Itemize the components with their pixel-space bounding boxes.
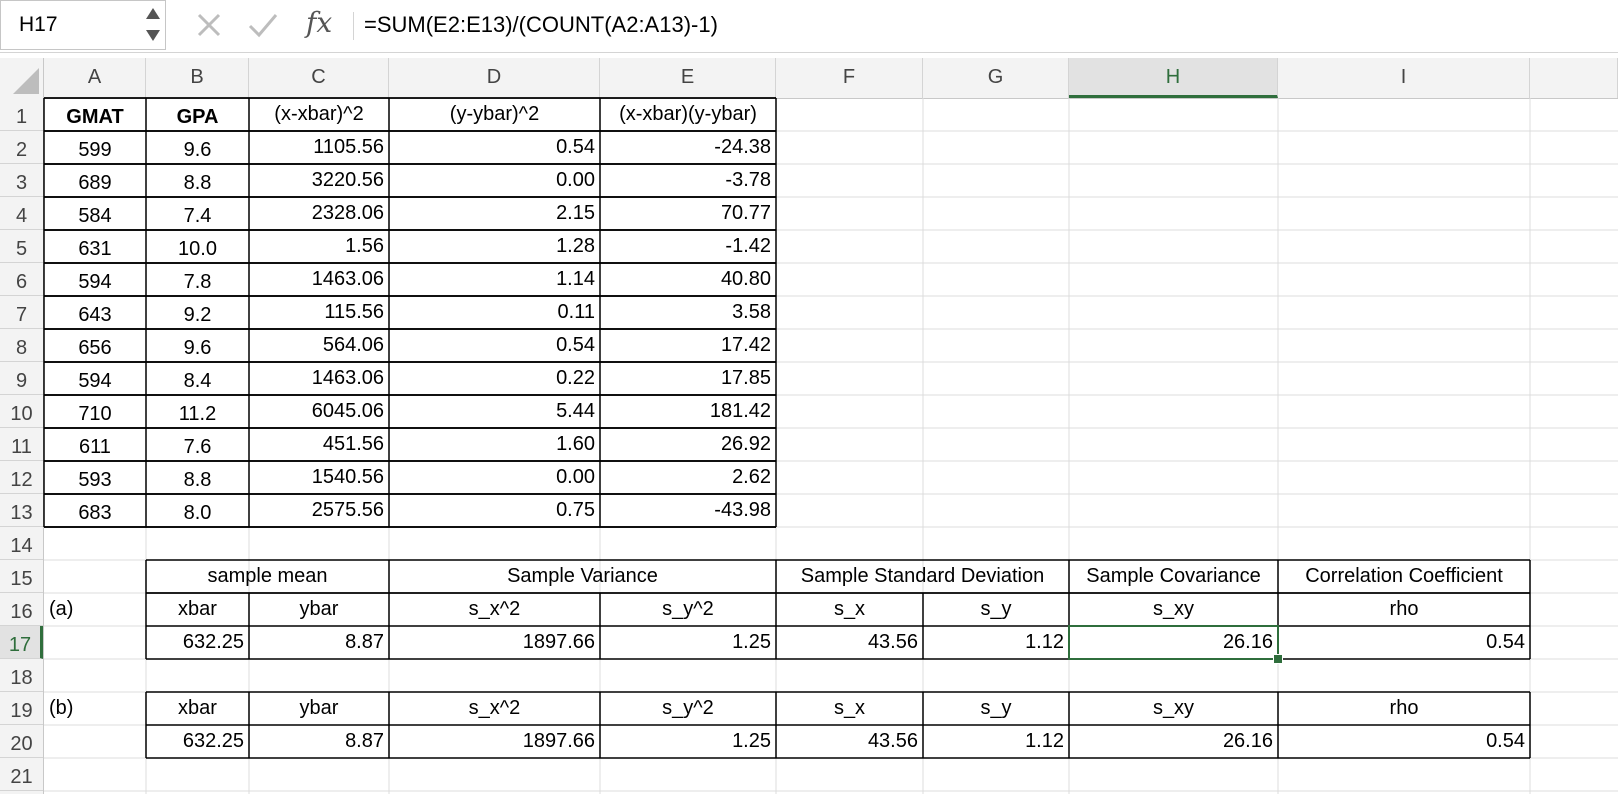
row-header-17[interactable]: 17: [0, 626, 43, 659]
row-header-16[interactable]: 16: [0, 593, 43, 626]
table-cell[interactable]: 11.2: [178, 403, 217, 425]
table-cell[interactable]: 1.60: [556, 433, 595, 455]
table-cell[interactable]: 1.56: [345, 235, 384, 257]
function-icon[interactable]: fx: [306, 6, 333, 39]
summary-label-a[interactable]: s_y: [980, 598, 1012, 620]
table-cell[interactable]: 683: [78, 502, 112, 524]
summary-value-b[interactable]: 0.54: [1486, 730, 1525, 752]
summary-value-b[interactable]: 26.16: [1222, 730, 1273, 752]
column-header-f[interactable]: F: [776, 58, 923, 98]
header-cell-d[interactable]: (y-ybar)^2: [449, 103, 540, 125]
table-cell[interactable]: 8.4: [183, 370, 212, 392]
summary-label-b[interactable]: ybar: [299, 697, 339, 719]
table-cell[interactable]: 70.77: [720, 202, 771, 224]
column-header-d[interactable]: D: [389, 58, 600, 98]
name-box-value: H17: [19, 13, 58, 36]
table-cell[interactable]: -24.38: [714, 136, 771, 158]
summary-label-b[interactable]: rho: [1389, 697, 1419, 719]
row-header-20[interactable]: 20: [0, 725, 43, 758]
table-cell[interactable]: 0.22: [556, 367, 595, 389]
section-label-b[interactable]: (b): [49, 697, 74, 719]
table-cell[interactable]: 656: [78, 337, 112, 359]
table-cell[interactable]: 6045.06: [311, 400, 384, 422]
column-header-e[interactable]: E: [600, 58, 776, 98]
table-cell[interactable]: 8.0: [183, 502, 212, 524]
table-cell[interactable]: 451.56: [322, 433, 384, 455]
table-cell[interactable]: 0.54: [556, 334, 595, 356]
summary-label-a[interactable]: rho: [1389, 598, 1419, 620]
column-header-i[interactable]: I: [1278, 58, 1530, 98]
row-header-4[interactable]: 4: [0, 197, 43, 230]
row-header-5[interactable]: 5: [0, 230, 43, 263]
table-cell[interactable]: 7.4: [183, 205, 212, 227]
summary-value-b[interactable]: 43.56: [867, 730, 918, 752]
table-cell[interactable]: 710: [78, 403, 112, 425]
row-header-15[interactable]: 15: [0, 560, 43, 593]
header-cell-a[interactable]: GMAT: [66, 106, 124, 128]
summary-value-a[interactable]: 0.54: [1486, 631, 1525, 653]
summary-value-b[interactable]: 632.25: [182, 730, 244, 752]
table-cell[interactable]: 611: [79, 436, 111, 458]
summary-label-b[interactable]: xbar: [178, 697, 217, 719]
table-cell[interactable]: 17.42: [720, 334, 771, 356]
table-cell[interactable]: 631: [78, 238, 112, 260]
table-cell[interactable]: 3.58: [732, 301, 771, 323]
summary-value-a[interactable]: 26.16: [1222, 631, 1273, 653]
header-cell-e[interactable]: (x-xbar)(y-ybar): [619, 103, 757, 125]
summary-value-a[interactable]: 8.87: [345, 631, 384, 653]
table-cell[interactable]: 10.0: [178, 238, 217, 260]
table-cell[interactable]: 3220.56: [311, 169, 384, 191]
table-cell[interactable]: 564.06: [322, 334, 384, 356]
summary-label-a[interactable]: ybar: [299, 598, 339, 620]
column-header-c[interactable]: C: [249, 58, 389, 98]
summary-value-b[interactable]: 1.12: [1025, 730, 1064, 752]
table-cell[interactable]: 40.80: [720, 268, 771, 290]
table-cell[interactable]: 5.44: [556, 400, 595, 422]
summary-value-b[interactable]: 1.25: [732, 730, 771, 752]
row-header-18[interactable]: 18: [0, 659, 43, 692]
table-cell[interactable]: 2.15: [556, 202, 595, 224]
table-cell[interactable]: 1.28: [556, 235, 595, 257]
row-header-11[interactable]: 11: [0, 428, 43, 461]
table-cell[interactable]: 9.6: [183, 337, 212, 359]
summary-value-a[interactable]: 1897.66: [522, 631, 595, 653]
section-label-a[interactable]: (a): [49, 598, 74, 620]
column-header-g[interactable]: G: [923, 58, 1069, 98]
fill-handle[interactable]: [1273, 654, 1283, 664]
table-cell[interactable]: 1463.06: [311, 268, 384, 290]
row-header-2[interactable]: 2: [0, 131, 43, 164]
table-cell[interactable]: 1105.56: [313, 136, 384, 158]
table-cell[interactable]: 1.14: [556, 268, 595, 290]
table-cell[interactable]: 7.6: [183, 436, 212, 458]
summary-group-header[interactable]: sample mean: [207, 565, 328, 587]
table-cell[interactable]: 0.11: [557, 301, 595, 323]
summary-group-header[interactable]: Sample Variance: [507, 565, 658, 587]
row-header-13[interactable]: 13: [0, 494, 43, 527]
table-cell[interactable]: 26.92: [720, 433, 771, 455]
table-cell[interactable]: 599: [78, 139, 112, 161]
summary-value-a[interactable]: 632.25: [182, 631, 244, 653]
column-header-h[interactable]: H: [1069, 58, 1278, 98]
row-header-7[interactable]: 7: [0, 296, 43, 329]
table-cell[interactable]: 17.85: [720, 367, 771, 389]
summary-value-b[interactable]: 1897.66: [522, 730, 595, 752]
summary-label-b[interactable]: s_x: [833, 697, 866, 719]
table-cell[interactable]: 7.8: [183, 271, 212, 293]
header-cell-c[interactable]: (x-xbar)^2: [274, 103, 364, 125]
summary-label-a[interactable]: s_xy: [1152, 598, 1195, 620]
column-header-a[interactable]: A: [44, 58, 146, 98]
table-cell[interactable]: 1463.06: [311, 367, 384, 389]
summary-value-a[interactable]: 1.12: [1025, 631, 1064, 653]
table-cell[interactable]: -3.78: [725, 169, 771, 191]
row-header-3[interactable]: 3: [0, 164, 43, 197]
summary-value-a[interactable]: 43.56: [867, 631, 918, 653]
table-cell[interactable]: -1.42: [725, 235, 771, 257]
table-cell[interactable]: 2328.06: [311, 202, 384, 224]
row-header-14[interactable]: 14: [0, 527, 43, 560]
table-cell[interactable]: 593: [78, 469, 112, 491]
row-header-19[interactable]: 19: [0, 692, 43, 725]
summary-label-b[interactable]: s_xy: [1152, 697, 1195, 719]
table-cell[interactable]: 643: [78, 304, 112, 326]
header-cell-b[interactable]: GPA: [176, 106, 219, 128]
table-cell[interactable]: 9.6: [183, 139, 212, 161]
column-header-b[interactable]: B: [146, 58, 249, 98]
table-cell[interactable]: 594: [78, 271, 112, 293]
row-header-6[interactable]: 6: [0, 263, 43, 296]
table-cell[interactable]: 0.00: [556, 169, 595, 191]
table-cell[interactable]: 8.8: [183, 172, 212, 194]
table-cell[interactable]: 8.8: [183, 469, 212, 491]
row-header-1[interactable]: 1: [0, 98, 43, 131]
row-header-12[interactable]: 12: [0, 461, 43, 494]
summary-group-header[interactable]: Sample Standard Deviation: [800, 565, 1045, 587]
summary-label-b[interactable]: s_x^2: [468, 697, 521, 719]
table-cell[interactable]: 2.62: [732, 466, 771, 488]
summary-label-a[interactable]: xbar: [178, 598, 217, 620]
table-cell[interactable]: 0.00: [556, 466, 595, 488]
summary-group-header[interactable]: Correlation Coefficient: [1305, 565, 1503, 587]
row-header-10[interactable]: 10: [0, 395, 43, 428]
table-cell[interactable]: 689: [78, 172, 112, 194]
row-header-9[interactable]: 9: [0, 362, 43, 395]
table-cell[interactable]: 0.54: [556, 136, 595, 158]
table-cell[interactable]: 181.42: [709, 400, 771, 422]
summary-value-a[interactable]: 1.25: [732, 631, 771, 653]
summary-group-header[interactable]: Sample Covariance: [1086, 565, 1261, 587]
summary-label-b[interactable]: s_y: [980, 697, 1012, 719]
table-cell[interactable]: 1540.56: [311, 466, 384, 488]
summary-label-a[interactable]: s_x^2: [468, 598, 521, 620]
table-cell[interactable]: 594: [78, 370, 112, 392]
row-header-21[interactable]: 21: [0, 758, 43, 791]
formula-input[interactable]: =SUM(E2:E13)/(COUNT(A2:A13)-1): [364, 12, 718, 37]
table-cell[interactable]: 2575.56: [311, 499, 384, 521]
table-cell[interactable]: 0.75: [556, 499, 595, 521]
table-cell[interactable]: 115.56: [324, 301, 384, 323]
summary-label-a[interactable]: s_x: [833, 598, 866, 620]
summary-value-b[interactable]: 8.87: [345, 730, 384, 752]
table-cell[interactable]: 9.2: [183, 304, 212, 326]
summary-label-a[interactable]: s_y^2: [662, 598, 714, 620]
row-header-8[interactable]: 8: [0, 329, 43, 362]
summary-label-b[interactable]: s_y^2: [662, 697, 714, 719]
table-cell[interactable]: 584: [78, 205, 112, 227]
table-cell[interactable]: -43.98: [714, 499, 771, 521]
